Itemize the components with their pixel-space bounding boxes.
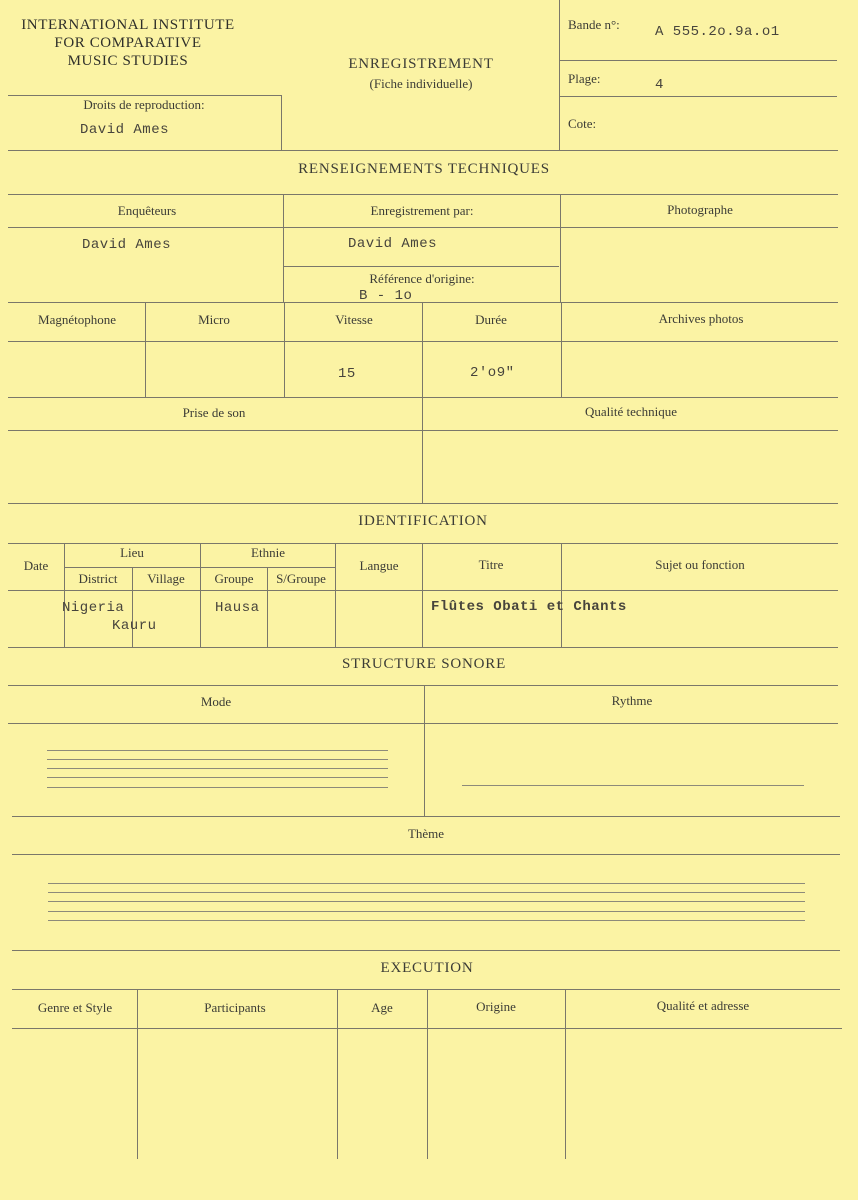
plage-label: Plage: [568, 71, 601, 86]
droits-label: Droits de reproduction: [83, 97, 205, 112]
theme-staff-line [48, 892, 805, 893]
participants-label: Participants [204, 1000, 266, 1015]
bande-value: A 555.2o.9a.o1 [655, 24, 780, 40]
origine-label: Origine [476, 999, 516, 1014]
enqueteurs-label: Enquêteurs [117, 203, 177, 218]
theme-staff-line [48, 883, 805, 884]
theme-label: Thème [407, 826, 445, 841]
section-execution-title: EXECUTION [380, 960, 474, 976]
form-title: ENREGISTREMENT [348, 56, 494, 72]
duree-label: Durée [475, 312, 507, 327]
rythme-label: Rythme [611, 693, 653, 708]
genre-style-label: Genre et Style [37, 1000, 113, 1015]
section-technique-title: RENSEIGNEMENTS TECHNIQUES [298, 161, 550, 177]
photographe-label: Photographe [667, 202, 733, 217]
mode-label: Mode [200, 694, 232, 709]
header-divider [559, 0, 560, 150]
duree-value: 2'o9" [470, 365, 515, 381]
plage-value: 4 [655, 77, 664, 93]
mode-staff-line [47, 759, 388, 760]
theme-staff-line [48, 911, 805, 912]
prise-de-son-label: Prise de son [182, 405, 246, 420]
groupe-value: Hausa [215, 600, 260, 616]
mode-staff-line [47, 768, 388, 769]
institute-line-3: MUSIC STUDIES [67, 53, 189, 69]
district-value: Nigeria [62, 600, 125, 616]
langue-label: Langue [359, 558, 399, 573]
titre-value: Flûtes Obati et Chants [431, 599, 627, 615]
qualite-adresse-label: Qualité et adresse [656, 998, 750, 1013]
ethnie-label: Ethnie [251, 545, 285, 560]
village-value: Kauru [112, 618, 157, 634]
mode-staff-line [47, 750, 388, 751]
cote-label: Cote: [568, 116, 597, 131]
reference-value: B - 1o [359, 288, 413, 304]
groupe-label: Groupe [214, 571, 254, 586]
theme-staff-line [48, 901, 805, 902]
sgroupe-label: S/Groupe [276, 571, 326, 586]
enqueteurs-value: David Ames [82, 237, 172, 253]
district-label: District [78, 571, 118, 586]
section-structure-title: STRUCTURE SONORE [341, 656, 507, 672]
bande-label: Bande n°: [568, 17, 620, 32]
institute-line-1: INTERNATIONAL INSTITUTE [21, 17, 235, 33]
age-label: Age [371, 1000, 393, 1015]
sujet-label: Sujet ou fonction [655, 557, 745, 572]
vitesse-value: 15 [338, 366, 356, 382]
enregistrement-label: Enregistrement par: [370, 203, 474, 218]
qualite-technique-label: Qualité technique [584, 404, 678, 419]
archives-photos-label: Archives photos [658, 311, 744, 326]
mode-staff-line [47, 787, 388, 788]
rythme-line [462, 785, 804, 786]
mode-staff-line [47, 777, 388, 778]
theme-staff-line [48, 920, 805, 921]
titre-label: Titre [478, 557, 504, 572]
village-label: Village [147, 571, 185, 586]
vitesse-label: Vitesse [335, 312, 373, 327]
droits-value: David Ames [80, 122, 170, 138]
form-subtitle: (Fiche individuelle) [369, 76, 473, 91]
micro-label: Micro [198, 312, 230, 327]
reference-label: Référence d'origine: [369, 271, 475, 286]
date-label: Date [23, 558, 49, 573]
section-identification-title: IDENTIFICATION [358, 513, 488, 529]
institute-name [2, 16, 254, 70]
enregistrement-value: David Ames [348, 236, 438, 252]
institute-line-2: FOR COMPARATIVE [54, 35, 202, 51]
magnetophone-label: Magnétophone [38, 312, 116, 327]
lieu-label: Lieu [120, 545, 144, 560]
